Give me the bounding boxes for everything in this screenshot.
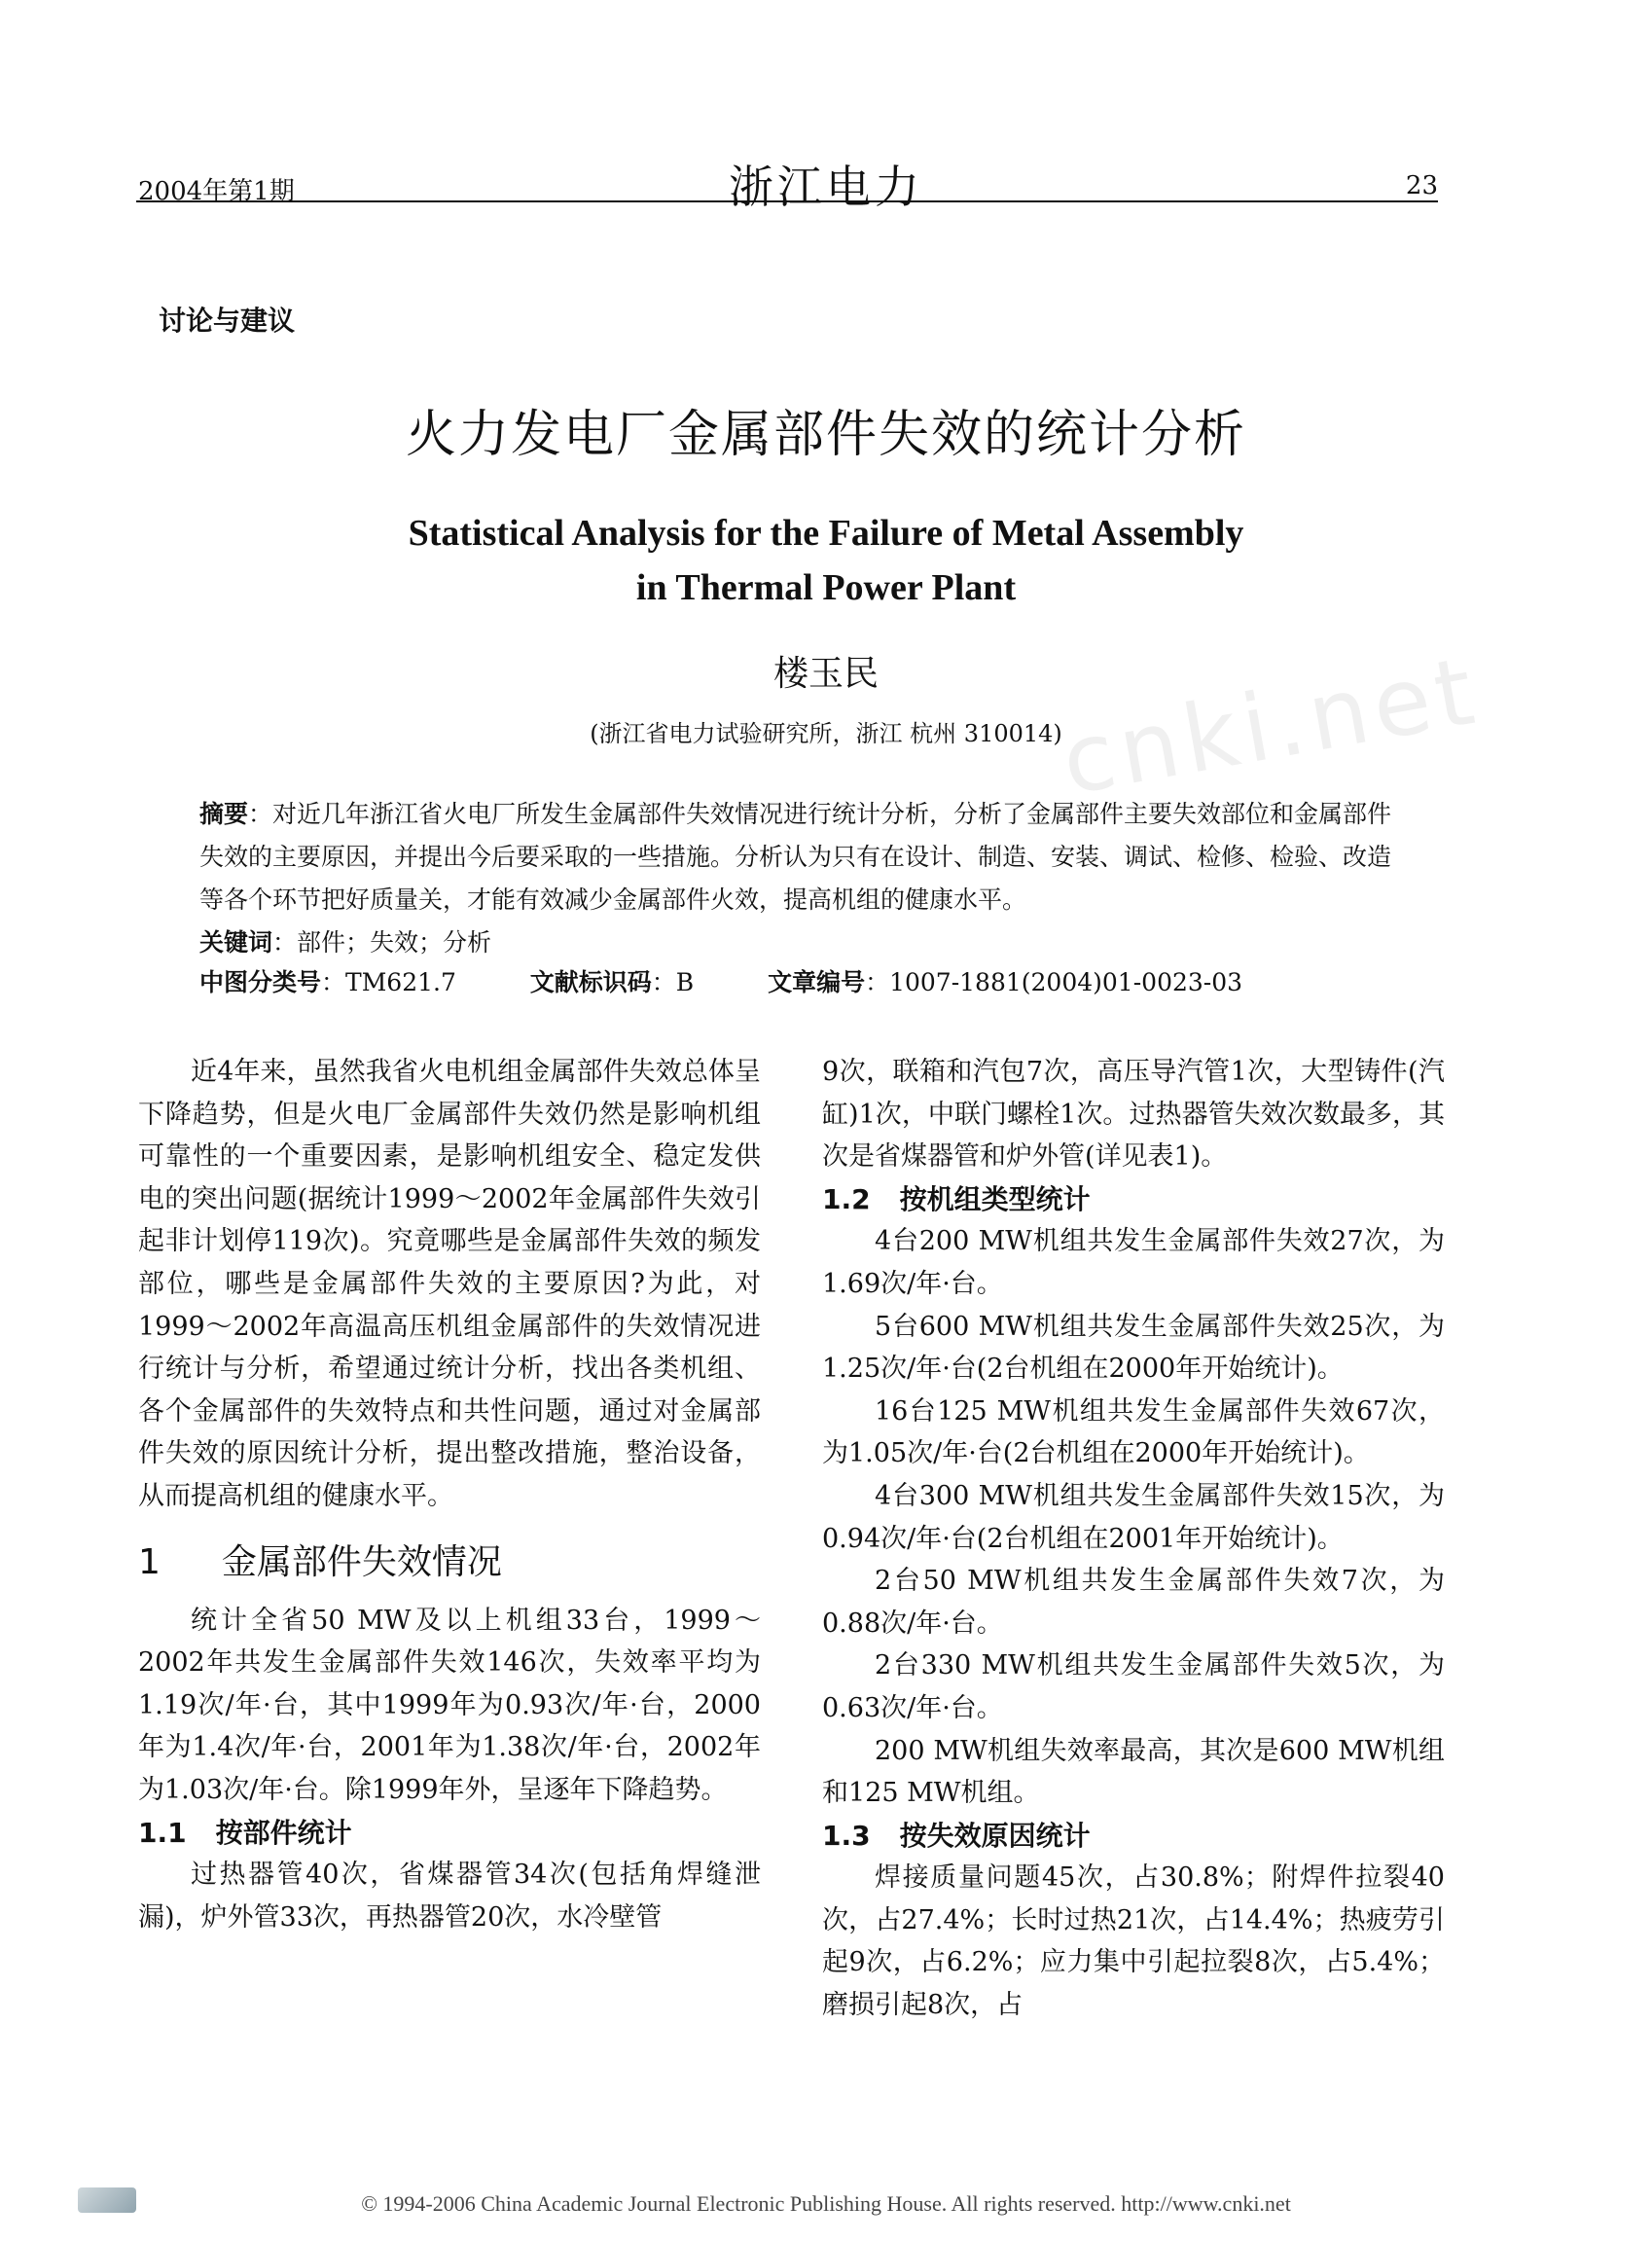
abstract-text: ：对近几年浙江省火电厂所发生金属部件失效情况进行统计分析，分析了金属部件主要失效部位和金属部件失效的主要原因，并提出今后要采取的一些措施。分析认为只有在设计、制造、安装、调试、检修、检验、改造等各个环节把好质量关，才能有效减少金属部件火效，提高机组的健康水平。 [199,800,1392,914]
abstract [199,793,1396,964]
copyright-footer: © 1994-2006 China Academic Journal Electronic Publishing House. All rights reserved. http://www.cnki.net [361,2191,1291,2216]
article-title-en [0,506,1652,615]
section-1-1-number: 1.1 [138,1816,187,1849]
section-1-2-heading [822,1178,1445,1221]
section-1-number: 1 [138,1541,161,1582]
doc-code-value: ：B [651,968,695,996]
unit-600mw: 5台600 MW机组共发生金属部件失效25次，为1.25次/年·台(2台机组在2000年开始统计)。 [822,1311,1445,1385]
unit-300mw: 4台300 MW机组共发生金属部件失效15次，为0.94次/年·台(2台机组在2001年开始统计)。 [822,1480,1445,1554]
section-1-3-heading [822,1815,1445,1858]
header-rule [136,200,1438,202]
clc-value: ：TM621.7 [321,968,456,996]
unit-200mw: 4台200 MW机组共发生金属部件失效27次，为1.69次/年·台。 [822,1226,1445,1299]
clc-label: 中图分类号 [199,968,322,996]
article-title-en-line1: Statistical Analysis for the Failure of Metal Assembly [408,513,1244,554]
body-right-column [822,1051,1445,2027]
unit-330mw: 2台330 MW机组共发生金属部件失效5次，为0.63次/年·台。 [822,1650,1445,1723]
watermark: cnki.net [1054,635,1488,816]
article-id-value: ：1007-1881(2004)01-0023-03 [865,968,1243,996]
section-1-heading [138,1536,761,1590]
unit-125mw: 16台125 MW机组共发生金属部件失效67次，为1.05次/年·台(2台机组在2000年开始统计)。 [822,1395,1445,1469]
section-1-1-continued: 9次，联箱和汽包7次，高压导汽管1次，大型铸件(汽缸)1次，中联门螺栓1次。过热器管失效次数最多，其次是省煤器管和炉外管(详见表1)。 [822,1057,1445,1173]
unit-summary: 200 MW机组失效率最高，其次是600 MW机组和125 MW机组。 [822,1735,1445,1809]
section-1-title: 金属部件失效情况 [221,1541,502,1582]
section-tag: 讨论与建议 [159,305,296,337]
keywords-label: 关键词 [199,928,273,957]
author: 楼玉民 [772,654,879,694]
intro-paragraph: 近4年来，虽然我省火电机组金属部件失效总体呈下降趋势，但是火电厂金属部件失效仍然是影响机组可靠性的一个重要因素，是影响机组安全、稳定发供电的突出问题(据统计1999～2002年金属部件失效引起非计划停119次)。究竟哪些是金属部件失效的频发部位，哪些是金属部件失效的主要原因?为此，对1999～2002年高温高压机组金属部件的失效情况进行统计与分析，希望通过统计分析，找出各类机组、各个金属部件的失效特点和共性问题，通过对金属部件失效的原因统计分析，提出整改措施，整治设备，从而提高机组的健康水平。 [138,1057,761,1511]
issue-label: 2004年第1期 [138,177,295,206]
article-id-label: 文章编号 [768,968,866,996]
section-1-1-paragraph: 过热器管40次，省煤器管34次(包括角焊缝泄漏)，炉外管33次，再热器管20次，水冷壁管 [138,1860,761,1933]
section-1-2-title: 按机组类型统计 [899,1182,1091,1215]
section-1-3-title: 按失效原因统计 [899,1819,1091,1852]
section-1-3-number: 1.3 [822,1819,871,1852]
article-title-cn: 火力发电厂金属部件失效的统计分析 [405,406,1246,464]
abstract-label: 摘要 [199,800,249,828]
cause-paragraph: 焊接质量问题45次，占30.8%；附焊件拉裂40次，占27.4%；长时过热21次，占14.4%；热疲劳引起9次，占6.2%；应力集中引起拉裂8次，占5.4%；磨损引起8次，占 [822,1862,1445,2021]
section-1-1-title: 按部件统计 [215,1816,352,1849]
section-1-paragraph: 统计全省50 MW及以上机组33台，1999～2002年共发生金属部件失效146次，失效率平均为1.19次/年·台，其中1999年为0.93次/年·台，2000年为1.4次/年·台，2001年为1.38次/年·台，2002年为1.03次/年·台。除1999年外，呈逐年下降趋势。 [138,1605,761,1805]
keywords-text: ：部件；失效；分析 [272,928,492,957]
body-left-column [138,1051,761,1938]
section-1-2-number: 1.2 [822,1182,871,1215]
doc-code-label: 文献标识码 [529,968,652,996]
affiliation: (浙江省电力试验研究所，浙江 杭州 310014) [590,720,1062,747]
unit-50mw: 2台50 MW机组共发生金属部件失效7次，为0.88次/年·台。 [822,1566,1445,1639]
page-number: 23 [1405,171,1438,200]
classification-row [199,963,1416,998]
section-1-1-heading [138,1812,761,1855]
journal-title: 浙江电力 [729,161,923,213]
article-title-en-line2: in Thermal Power Plant [635,567,1017,608]
